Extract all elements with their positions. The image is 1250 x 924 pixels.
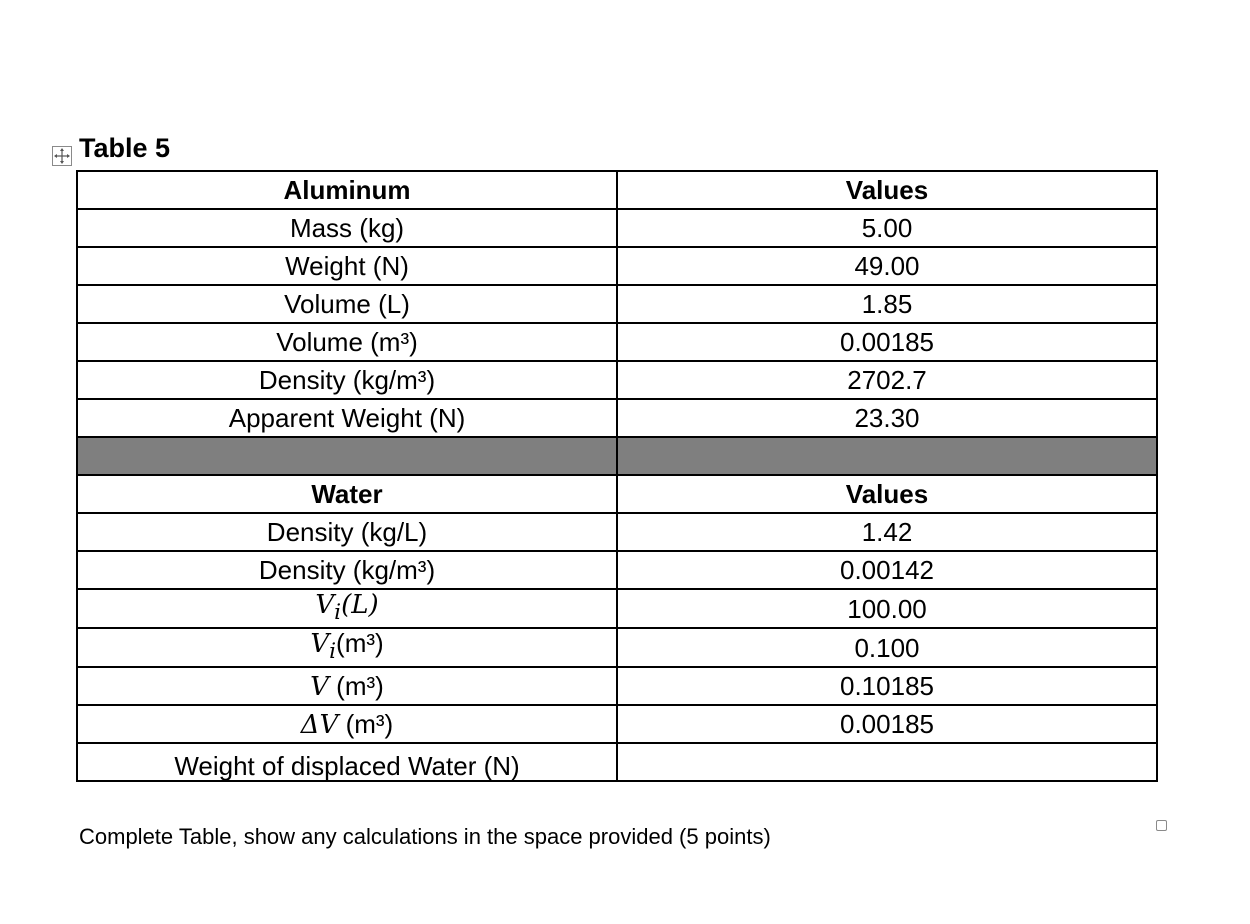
table-row [77, 475, 1157, 513]
row-label-math [77, 589, 617, 628]
row-value[interactable]: 0.10185 [617, 667, 1157, 705]
table-row [77, 589, 1157, 628]
values-header: Values [617, 171, 1157, 209]
row-label: Density (kg/m³) [77, 551, 617, 589]
row-label-math [77, 667, 617, 705]
table-move-handle[interactable] [52, 146, 72, 166]
row-value[interactable]: 1.85 [617, 285, 1157, 323]
math-unit: (m³) [328, 670, 384, 701]
row-label: Mass (kg) [77, 209, 617, 247]
row-value[interactable]: 0.00185 [617, 705, 1157, 743]
table-row [77, 705, 1157, 743]
table-resize-handle[interactable] [1156, 820, 1167, 831]
separator-row [77, 437, 1157, 475]
math-subscript: i [334, 600, 342, 626]
math-unit: (L) [341, 590, 379, 620]
row-label: Volume (L) [77, 285, 617, 323]
row-value[interactable]: 0.00185 [617, 323, 1157, 361]
table-row [77, 209, 1157, 247]
separator-cell [617, 437, 1157, 475]
row-value[interactable]: 100.00 [617, 589, 1157, 628]
row-label: Apparent Weight (N) [77, 399, 617, 437]
table-row [77, 743, 1157, 781]
table-row [77, 513, 1157, 551]
math-symbol: V [310, 671, 329, 702]
table-title: Table 5 [79, 133, 171, 163]
row-value[interactable]: 0.100 [617, 628, 1157, 667]
table-row [77, 323, 1157, 361]
row-label: Volume (m³) [77, 323, 617, 361]
math-unit: (m³) [336, 628, 384, 659]
table-row [77, 361, 1157, 399]
table-row [77, 171, 1157, 209]
table-row [77, 247, 1157, 285]
row-value[interactable]: 0.00142 [617, 551, 1157, 589]
row-label-math [77, 628, 617, 667]
row-label-math [77, 705, 617, 743]
table-row [77, 628, 1157, 667]
row-value[interactable]: 1.42 [617, 513, 1157, 551]
water-header: Water [77, 475, 617, 513]
table-row [77, 551, 1157, 589]
row-label: Weight of displaced Water (N) [77, 743, 617, 781]
separator-cell [77, 437, 617, 475]
math-symbol: V [310, 629, 330, 660]
row-value[interactable]: 5.00 [617, 209, 1157, 247]
math-symbol: ΔV [300, 709, 339, 740]
row-value[interactable]: 49.00 [617, 247, 1157, 285]
row-value-empty[interactable] [617, 743, 1157, 781]
aluminum-header: Aluminum [77, 171, 617, 209]
row-value[interactable]: 2702.7 [617, 361, 1157, 399]
table-row [77, 285, 1157, 323]
math-unit: (m³) [338, 708, 394, 739]
math-subscript: i [329, 639, 337, 665]
row-label: Density (kg/L) [77, 513, 617, 551]
row-value[interactable]: 23.30 [617, 399, 1157, 437]
data-table [76, 170, 1158, 782]
row-label: Weight (N) [77, 247, 617, 285]
instructions-caption: Complete Table, show any calculations in the space provided (5 points) [79, 824, 771, 849]
table-row [77, 399, 1157, 437]
math-symbol: V [315, 590, 335, 620]
values-header: Values [617, 475, 1157, 513]
table-row [77, 667, 1157, 705]
move-arrows-icon [53, 147, 71, 165]
row-label: Density (kg/m³) [77, 361, 617, 399]
